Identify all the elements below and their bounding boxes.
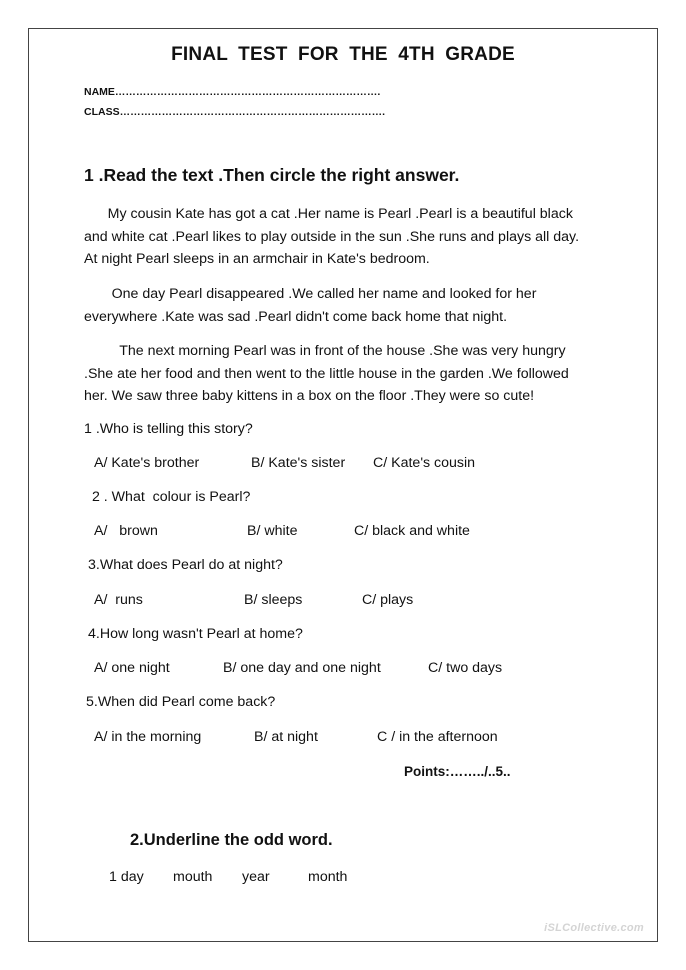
question-2-option-a[interactable]: A/ brown — [94, 523, 158, 539]
test-title: FINAL TEST FOR THE 4TH GRADE — [171, 44, 515, 65]
question-4: 4.How long wasn't Pearl at home? — [88, 626, 303, 642]
paragraph-line: At night Pearl sleeps in an armchair in Kate's bedroom. — [84, 251, 430, 267]
question-3: 3.What does Pearl do at night? — [88, 557, 283, 573]
section-1-heading: 1 .Read the text .Then circle the right answer. — [84, 165, 460, 185]
points-score: Points:……../..5.. — [404, 764, 511, 779]
odd-word-1[interactable]: 1 day — [109, 869, 144, 885]
question-1: 1 .Who is telling this story? — [84, 421, 253, 437]
question-5-option-b[interactable]: B/ at night — [254, 729, 318, 745]
class-field: CLASS…………………………………………………………………. — [84, 106, 386, 118]
odd-word-2[interactable]: mouth — [173, 869, 213, 885]
question-5-option-c[interactable]: C / in the afternoon — [377, 729, 498, 745]
question-5-option-a[interactable]: A/ in the morning — [94, 729, 202, 745]
question-4-option-b[interactable]: B/ one day and one night — [223, 660, 381, 676]
odd-word-3[interactable]: year — [242, 869, 270, 885]
question-4-option-a[interactable]: A/ one night — [94, 660, 170, 676]
question-2-option-b[interactable]: B/ white — [247, 523, 298, 539]
question-5: 5.When did Pearl come back? — [86, 694, 276, 710]
name-field: NAME…………………………………………………………………. — [84, 86, 381, 98]
question-2-option-c[interactable]: C/ black and white — [354, 523, 470, 539]
section-2-heading: 2.Underline the odd word. — [130, 831, 333, 849]
question-3-option-a[interactable]: A/ runs — [94, 592, 143, 608]
question-1-option-b[interactable]: B/ Kate's sister — [251, 455, 346, 471]
paragraph-line: everywhere .Kate was sad .Pearl didn't come back home that night. — [84, 308, 508, 325]
question-3-option-b[interactable]: B/ sleeps — [244, 592, 303, 608]
paragraph-line: .She ate her food and then went to the little house in the garden .We followed — [84, 365, 569, 382]
odd-word-4[interactable]: month — [308, 869, 348, 885]
question-4-option-c[interactable]: C/ two days — [428, 660, 503, 676]
watermark-logo: iSLCollective.com — [544, 922, 644, 934]
question-1-option-c[interactable]: C/ Kate's cousin — [373, 455, 476, 471]
paragraph-line: The next morning Pearl was in front of the house .She was very hungry — [84, 343, 566, 359]
question-3-option-c[interactable]: C/ plays — [362, 592, 414, 608]
story-paragraph-1 — [84, 203, 604, 271]
paragraph-line: One day Pearl disappeared .We called her name and looked for her — [84, 286, 537, 302]
paragraph-line: and white cat .Pearl likes to play outside in the sun .She runs and plays all day. — [84, 228, 580, 245]
story-paragraph-3 — [84, 340, 604, 408]
story-paragraph-2 — [84, 283, 604, 328]
paragraph-line: her. We saw three baby kittens in a box on the floor .They were so cute! — [84, 388, 535, 404]
question-1-option-a[interactable]: A/ Kate's brother — [94, 455, 200, 471]
question-2: 2 . What colour is Pearl? — [88, 489, 251, 505]
paragraph-line: My cousin Kate has got a cat .Her name is Pearl .Pearl is a beautiful black — [84, 206, 573, 222]
